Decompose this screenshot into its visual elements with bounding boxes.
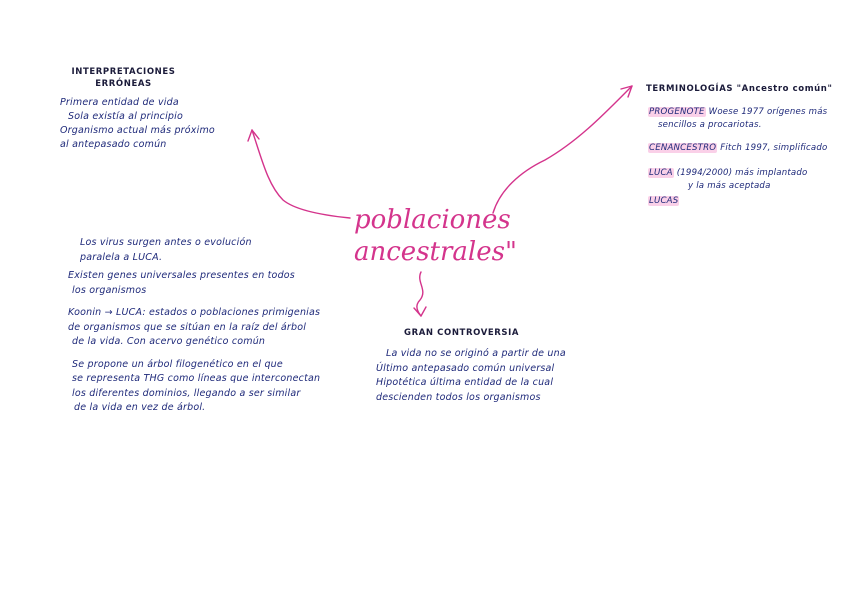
left-mid-line-3: los organismos (72, 284, 147, 296)
arrow-to-bottom (417, 272, 423, 316)
left-top-notes (60, 96, 215, 152)
left-top-line-1: Sola existía al principio (68, 111, 184, 122)
center-title (354, 205, 517, 267)
left-mid-line-7: Se propone un árbol filogenético en el que (72, 358, 283, 370)
bottom-line-0: La vida no se originó a partir de una (386, 348, 566, 359)
term-item-0 (648, 106, 828, 119)
left-mid-line-1: paralela a LUCA. (80, 251, 163, 263)
left-mid-line-6: de la vida. Con acervo genético común (72, 336, 266, 347)
left-top-line-0: Primera entidad de vida (60, 97, 179, 108)
arrow-to-left-top (252, 130, 350, 218)
left-top-heading (71, 66, 176, 90)
bottom-notes (376, 347, 566, 405)
left-mid-line-5: de organismos que se sitúan en la raíz del árbol (68, 321, 307, 333)
right-top-notes (648, 106, 828, 208)
term-item-3 (648, 195, 828, 208)
left-top-heading-line2: ERRÓNEAS (95, 79, 152, 89)
term-tag-luca: LUCA (649, 168, 673, 178)
term-text2-progenote: sencillos a procariotas. (658, 120, 762, 130)
term-item-2 (648, 167, 828, 180)
left-mid-line-2: Existen genes universales presentes en todos (68, 270, 295, 281)
arrow-to-right-top (493, 86, 632, 213)
term-tag-progenote: PROGENOTE (649, 107, 705, 117)
bottom-heading: GRAN CONTROVERSIA (404, 328, 520, 338)
bottom-line-1: Último antepasado común universal (376, 362, 555, 374)
bottom-line-3: descienden todos los organismos (376, 391, 541, 403)
left-mid-line-0: Los virus surgen antes o evolución (80, 237, 252, 248)
center-title-line2: ancestrales" (354, 237, 517, 267)
left-mid-line-9: los diferentes dominios, llegando a ser similar (72, 387, 301, 399)
term-tag-lucas: LUCAS (649, 196, 679, 206)
bottom-line-2: Hipotética última entidad de la cual (376, 377, 554, 388)
left-top-heading-line1: INTERPRETACIONES (71, 67, 176, 77)
center-title-line1: poblaciones (354, 205, 511, 235)
term-text-luca: (1994/2000) más implantado (676, 168, 808, 178)
term-item-1 (648, 142, 828, 155)
left-mid-line-10: de la vida en vez de árbol. (74, 402, 206, 413)
left-top-line-2: Organismo actual más próximo (60, 125, 215, 136)
term-text-progenote: Woese 1977 orígenes más (708, 107, 828, 117)
left-mid-line-8: se representa THG como líneas que interconectan (72, 373, 321, 384)
term-text-cenancestro: Fitch 1997, simplificado (720, 143, 828, 153)
right-top-heading: TERMINOLOGÍAS "Ancestro común" (646, 84, 833, 94)
left-mid-line-4: Koonin → LUCA: estados o poblaciones primigenias (68, 307, 321, 318)
left-top-line-3: al antepasado común (60, 139, 167, 150)
left-middle-notes (68, 236, 320, 416)
term-tag-cenancestro: CENANCESTRO (649, 143, 717, 153)
term-text2-luca: y la más aceptada (688, 181, 771, 191)
